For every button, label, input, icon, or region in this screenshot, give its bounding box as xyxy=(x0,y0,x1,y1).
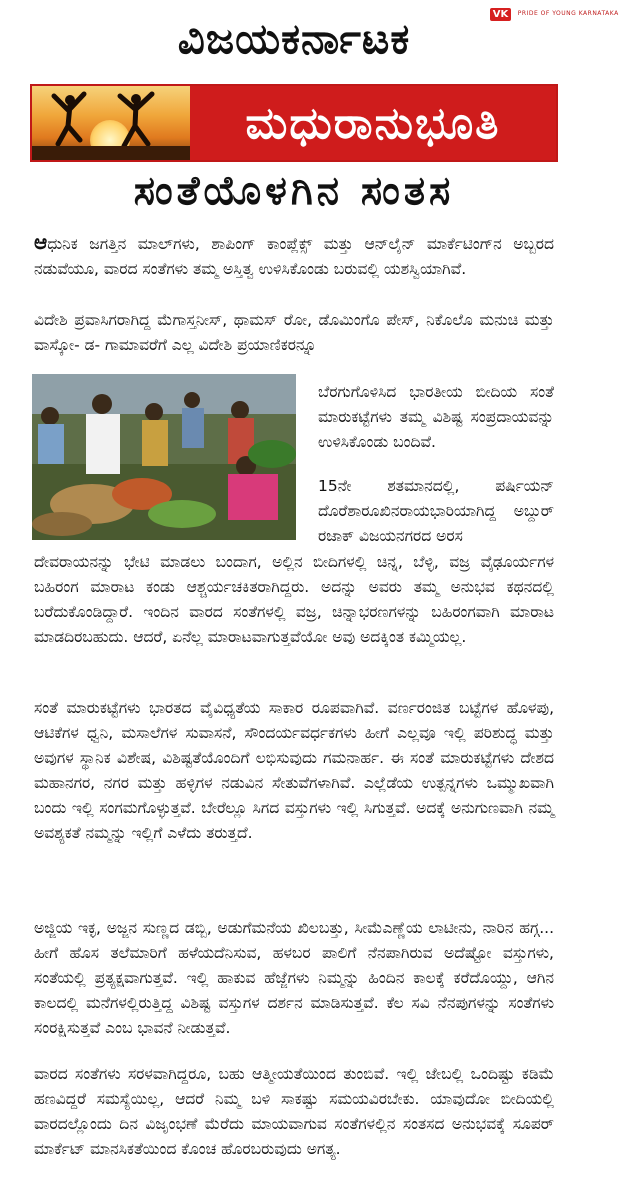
vegetable-market-image xyxy=(32,374,296,540)
jumping-person-icon xyxy=(50,92,90,152)
title-part-1: ವಿಜಯ xyxy=(177,14,282,63)
section-title: ಮಧುರಾನುಭೂತಿ xyxy=(190,86,556,160)
article-headline: ಸಂತೆಯೊಳಗಿನ ಸಂತಸ xyxy=(133,168,455,214)
paragraph-3-start: 15ನೇ ಶತಮಾನದಲ್ಲಿ, ಪರ್ಷಿಯನ್ ದೊರೆಶಾರೂಖಿನರಾಯಭಾರಿಯಾಗಿದ್ದ ಅಬ್ದುರ್ ರಜಾಕ್ ವಿಜಯನಗರದ ಅರಸ xyxy=(318,477,554,545)
brand-logo xyxy=(177,9,619,63)
paragraph-1 xyxy=(34,230,554,282)
masthead-tagline: PRIDE OF YOUNG KARNATAKA xyxy=(517,10,619,17)
market-photo xyxy=(32,374,296,540)
section-banner xyxy=(30,84,558,162)
paragraph-2-continued: ಬೆರಗುಗೊಳಿಸಿದ ಭಾರತೀಯ ಬೀದಿಯ ಸಂತೆ ಮಾರುಕಟ್ಟೆಗಳು ತಮ್ಮ ವಿಶಿಷ್ಟ ಸಂಪ್ರದಾಯವನ್ನು ಉಳಿಸಿಕೊಂಡು ಬಂದಿವೆ. xyxy=(318,383,554,451)
vk-logo: VK xyxy=(490,8,512,21)
paragraph-2-start: ವಿದೇಶಿ ಪ್ರವಾಸಿಗರಾಗಿದ್ದ ಮೆಗಾಸ್ತನೀಸ್, ಥಾಮಸ್ ರೋ, ಡೊಮಿಂಗೊ ಪೇಸ್, ನಿಕೊಲೊ ಮನುಚಿ ಮತ್ತು ವಾಸ್ಕೋ- ಡ- ಗಾಮಾವರೆಗೆ ಎಲ್ಲ ವಿದೇಶಿ ಪ್ರಯಾಣಿಕರನ್ನೂ xyxy=(34,311,554,354)
paragraph-3-continued: ದೇವರಾಯನನ್ನು ಭೇಟಿ ಮಾಡಲು ಬಂದಾಗ, ಅಲ್ಲಿನ ಬೀದಿಗಳಲ್ಲಿ ಚಿನ್ನ, ಬೆಳ್ಳಿ, ವಜ್ರ ವೈಢೂರ್ಯಗಳ ಬಹಿರಂಗ ಮಾರಾಟ ಕಂಡು ಆಶ್ಚರ್ಯಚಕಿತರಾಗಿದ್ದರು. ಅದನ್ನು ಅವರು ತಮ್ಮ ಅನುಭವ ಕಥನದಲ್ಲಿ ಬರೆದುಕೊಂಡಿದ್ದಾರೆ. ಇಂದಿನ ವಾರದ ಸಂತೆಗಳಲ್ಲಿ ವಜ್ರ, ಚಿನ್ನಾಭರಣಗಳನ್ನು ಬಹಿರಂಗವಾಗಿ ಮಾರಾಟ ಮಾಡದಿರಬಹುದು. ಆದರೆ, ಏನೆಲ್ಲ ಮಾರಾಟವಾಗುತ್ತವೆಯೋ ಅವು ಅದಕ್ಕಿಂತ ಕಮ್ಮಿಯಲ್ಲ. xyxy=(34,553,554,646)
paragraph-1-text: ಧುನಿಕ ಜಗತ್ತಿನ ಮಾಲ್‌ಗಳು, ಶಾಪಿಂಗ್ ಕಾಂಪ್ಲೆಕ್ಸ್ ಮತ್ತು ಆನ್‌ಲೈನ್ ಮಾರ್ಕೆಟಿಂಗ್‌ನ ಅಬ್ಬರದ ನಡುವೆಯೂ, ವಾರದ ಸಂತೆಗಳು ತಮ್ಮ ಅಸ್ತಿತ್ವ ಉಳಿಸಿಕೊಂಡು ಬರುವಲ್ಲಿ ಯಶಸ್ವಿಯಾಗಿವೆ. xyxy=(34,235,554,278)
drop-cap: ಆ xyxy=(34,230,48,254)
ground-silhouette xyxy=(32,146,190,160)
title-part-2: ಕರ್ನಾಟಕ xyxy=(281,14,411,63)
paragraph-4: ಸಂತೆ ಮಾರುಕಟ್ಟೆಗಳು ಭಾರತದ ವೈವಿಧ್ಯತೆಯ ಸಾಕಾರ ರೂಪವಾಗಿವೆ. ವರ್ಣರಂಜಿತ ಬಟ್ಟೆಗಳ ಹೊಳಪು, ಆಟಿಕೆಗಳ ಧ್ವನಿ, ಮಸಾಲೆಗಳ ಸುವಾಸನೆ, ಸೌಂದರ್ಯವರ್ಧಕಗಳು ಹೀಗೆ ಎಲ್ಲವೂ ಇಲ್ಲಿ ಪರಿಶುದ್ಧ ಮತ್ತು ಅವುಗಳ ಸ್ಥಾನಿಕ ವಿಶೇಷ, ವಿಶಿಷ್ಟತೆಯೊಂದಿಗೆ ಲಭಿಸುವುದು ಗಮನಾರ್ಹ. ಈ ಸಂತೆ ಮಾರುಕಟ್ಟೆಗಳು ದೇಶದ ಮಹಾನಗರ, ನಗರ ಮತ್ತು ಹಳ್ಳಿಗಳ ನಡುವಿನ ಸೇತುವೆಗಳಾಗಿವೆ. ಎಲ್ಲೆಡೆಯ ಉತ್ಪನ್ನಗಳು ಒಮ್ಮುಖವಾಗಿ ಬಂದು ಇಲ್ಲಿ ಸಂಗಮಗೊಳ್ಳುತ್ತವೆ. ಬೇರೆಲ್ಲೂ ಸಿಗದ ವಸ್ತುಗಳು ಇಲ್ಲಿ ಸಿಗುತ್ತವೆ. ಅದಕ್ಕೆ ಅನುಗುಣವಾಗಿ ನಮ್ಮ ಅವಶ್ಯಕತೆ ನಮ್ಮನ್ನು ಇಲ್ಲಿಗೆ ಎಳೆದು ತರುತ್ತದೆ. xyxy=(34,699,554,842)
paragraph-6: ವಾರದ ಸಂತೆಗಳು ಸರಳವಾಗಿದ್ದರೂ, ಬಹು ಆತ್ಮೀಯತೆಯಿಂದ ತುಂಬಿವೆ. ಇಲ್ಲಿ ಜೇಬಲ್ಲಿ ಒಂದಿಷ್ಟು ಕಡಿಮೆ ಹಣವಿದ್ದರೆ ಸಮಸ್ಯೆಯಿಲ್ಲ, ಆದರೆ ನಿಮ್ಮ ಬಳಿ ಸಾಕಷ್ಟು ಸಮಯವಿರಬೇಕು. ಯಾವುದೋ ಬೀದಿಯಲ್ಲಿ ವಾರದಲ್ಲೊಂದು ದಿನ ವಿಜೃಂಭಣೆ ಮೆರೆದು ಮಾಯವಾಗುವ ಸಂತೆಗಳಲ್ಲಿನ ಸಂತಸದ ಅನುಭವಕ್ಕೆ ಸೂಪರ್ ಮಾರ್ಕೆಟ್ ಮಾನಸಿಕತೆಯಿಂದ ಕೊಂಚ ಹೊರಬರುವುದು ಅಗತ್ಯ. xyxy=(34,1065,554,1158)
newspaper-title xyxy=(178,16,410,62)
jumping-person-icon xyxy=(114,90,158,152)
masthead xyxy=(0,0,619,78)
paragraph-5: ಅಜ್ಜಿಯ ಇಕ್ಳ, ಅಜ್ಜನ ಸುಣ್ಣದ ಡಬ್ಬಿ, ಅಡುಗೆಮನೆಯ ಖಿಲಬತ್ತು, ಸೀಮೆಎಣ್ಣೆಯ ಲಾಟೀನು, ನಾರಿನ ಹಗ್ಗ... ಹೀಗೆ ಹೊಸ ತಲೆಮಾರಿಗೆ ಹಳೆಯದೆನಿಸುವ, ಹಳಬರ ಪಾಲಿಗೆ ನೆನಪಾಗಿರುವ ಅದೆಷ್ಟೋ ವಸ್ತುಗಳು, ಸಂತೆಯಲ್ಲಿ ಪ್ರತ್ಯಕ್ಷವಾಗುತ್ತವೆ. ಇಲ್ಲಿ ಹಾಕುವ ಹೆಜ್ಜೆಗಳು ನಿಮ್ಮನ್ನು ಹಿಂದಿನ ಕಾಲಕ್ಕೆ ಕರೆದೊಯ್ದು, ಆಗಿನ ಕಾಲದಲ್ಲಿ ಮನೆಗಳಲ್ಲಿರುತ್ತಿದ್ದ ವಿಶಿಷ್ಟ ವಸ್ತುಗಳ ದರ್ಶನ ಮಾಡಿಸುತ್ತವೆ. ಕೆಲ ಸವಿ ನೆನಪುಗಳನ್ನು ಸಂತೆಗಳು ಸಂರಕ್ಷಿಸುತ್ತವೆ ಎಂಬ ಭಾವನೆ ನೀಡುತ್ತವೆ. xyxy=(34,919,554,1037)
banner-photo xyxy=(32,86,190,160)
